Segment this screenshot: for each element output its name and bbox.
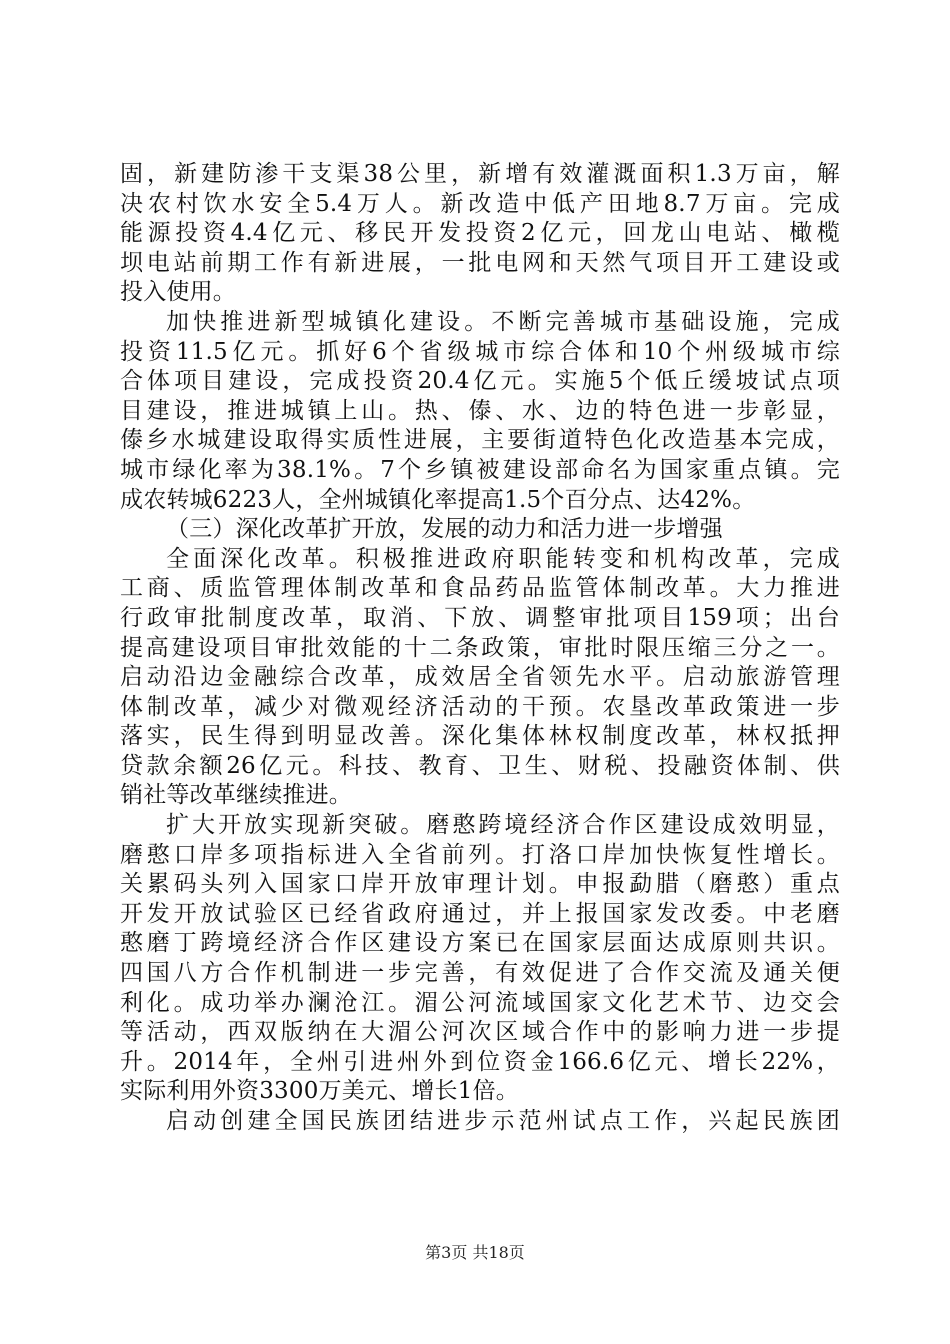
body-text [120,160,840,1137]
text-line: 升。2014年，全州引进州外到位资金166.6亿元、增长22%， [120,1048,840,1075]
text-line: 体制改革，减少对微观经济活动的干预。农垦改革政策进一步 [120,693,840,720]
text-line: 加快推进新型城镇化建设。不断完善城市基础设施，完成 [166,308,840,335]
text-line: 傣乡水城建设取得实质性进展，主要街道特色化改造基本完成， [120,427,840,454]
text-line: 利化。成功举办澜沧江。湄公河流域国家文化艺术节、边交会 [120,989,840,1016]
text-line: 销社等改革继续推进。 [120,782,352,809]
text-line: 城市绿化率为38.1%。7个乡镇被建设部命名为国家重点镇。完 [120,456,840,483]
text-line: （三）深化改革扩开放，发展的动力和活力进一步增强 [166,516,723,543]
text-line: 成农转城6223人，全州城镇化率提高1.5个百分点、达42%。 [120,486,756,513]
page-footer: 第3页 共18页 [425,1243,525,1262]
text-line: 等活动，西双版纳在大湄公河次区域合作中的影响力进一步提 [120,1019,840,1046]
text-line: 扩大开放实现新突破。磨憨跨境经济合作区建设成效明显， [166,812,840,839]
text-line: 启动创建全国民族团结进步示范州试点工作，兴起民族团 [166,1108,840,1134]
text-line: 实际利用外资3300万美元、增长1倍。 [120,1078,519,1105]
text-line: 憨磨丁跨境经济合作区建设方案已在国家层面达成原则共识。 [120,930,840,957]
text-line: 合体项目建设，完成投资20.4亿元。实施5个低丘缓坡试点项 [120,368,840,395]
text-line: 四国八方合作机制进一步完善，有效促进了合作交流及通关便 [120,960,840,987]
text-line: 工商、质监管理体制改革和食品药品监管体制改革。大力推进 [120,575,840,602]
text-line: 决农村饮水安全5.4万人。新改造中低产田地8.7万亩。完成 [120,190,840,217]
text-line: 提高建设项目审批效能的十二条政策，审批时限压缩三分之一。 [120,634,840,661]
text-line: 落实，民生得到明显改善。深化集体林权制度改革，林权抵押 [120,723,840,750]
text-line: 行政审批制度改革，取消、下放、调整审批项目159项；出台 [120,604,840,631]
text-line: 能源投资4.4亿元、移民开发投资2亿元，回龙山电站、橄榄 [120,220,840,247]
text-line: 磨憨口岸多项指标进入全省前列。打洛口岸加快恢复性增长。 [120,841,840,868]
text-line: 目建设，推进城镇上山。热、傣、水、边的特色进一步彰显， [120,397,840,424]
text-line: 贷款余额26亿元。科技、教育、卫生、财税、投融资体制、供 [120,752,840,779]
text-line: 投资11.5亿元。抓好6个省级城市综合体和10个州级城市综 [120,338,840,365]
text-line: 投入使用。 [120,279,236,306]
text-line: 开发开放试验区已经省政府通过，并上报国家发改委。中老磨 [120,900,840,927]
text-line: 启动沿边金融综合改革，成效居全省领先水平。启动旅游管理 [120,664,840,691]
text-line: 关累码头列入国家口岸开放审理计划。申报勐腊（磨憨）重点 [120,871,840,898]
text-line: 全面深化改革。积极推进政府职能转变和机构改革，完成 [166,545,840,572]
text-line: 坝电站前期工作有新进展，一批电网和天然气项目开工建设或 [120,249,840,276]
text-line: 固，新建防渗干支渠38公里，新增有效灌溉面积1.3万亩，解 [120,161,840,187]
